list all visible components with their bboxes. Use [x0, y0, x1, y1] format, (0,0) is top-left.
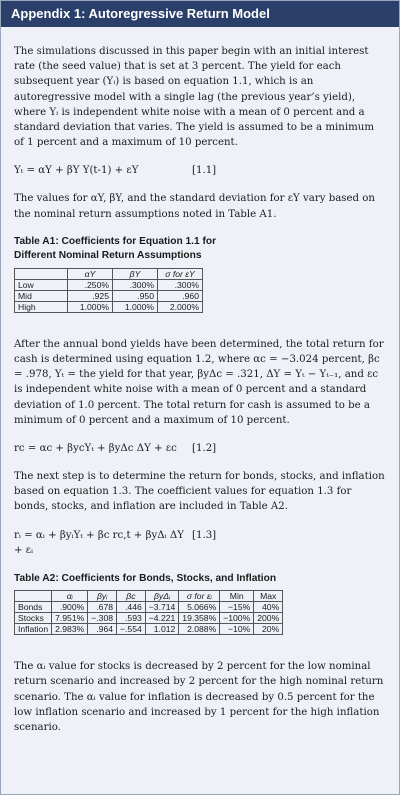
table-cell: .300%: [158, 279, 203, 290]
table-header-cell: Min: [220, 591, 254, 602]
table-row: [15, 613, 283, 624]
table-row: [15, 279, 203, 290]
table-cell: High: [15, 301, 68, 312]
table-cell: 19.358%: [179, 613, 220, 624]
paragraph-cash-return: After the annual bond yields have been determined, the total return for cash is determined using equation 1.2, where αc = −3.024 percent, βc = .978, Yₜ = the yield for that year, βyΔc = .321, ΔY = Yₜ − Yₜ₋₁, and εc is independent white noise with a mean of 0 percent and a standard deviation of 1.0 percent. The total return for cash is assumed to be a minimum of 0 percent and a maximum of 10 percent.: [14, 338, 384, 426]
table-a1: [14, 268, 203, 313]
equation-1-1-formula: Yₜ = αY + βY Y(t-1) + εY: [14, 165, 139, 177]
table-cell: Inflation: [15, 624, 52, 635]
table-cell: .960: [158, 290, 203, 301]
table-cell: 200%: [254, 613, 283, 624]
table-cell: 1.000%: [68, 301, 113, 312]
table-cell: Mid: [15, 290, 68, 301]
table-row: [15, 602, 283, 613]
table-header-cell: αY: [68, 268, 113, 279]
table-cell: −10%: [220, 624, 254, 635]
table-cell: Bonds: [15, 602, 52, 613]
table-cell: −100%: [220, 613, 254, 624]
table-a2: [14, 590, 283, 635]
table-header-cell: αᵢ: [52, 591, 88, 602]
table-cell: Low: [15, 279, 68, 290]
table-row: [15, 268, 203, 279]
table-cell: .446: [117, 602, 146, 613]
equation-1-1: [14, 163, 385, 178]
table-cell: 40%: [254, 602, 283, 613]
table-cell: .300%: [113, 279, 158, 290]
table-cell: [15, 591, 52, 602]
table-cell: −.554: [117, 624, 146, 635]
table-cell: −3.714: [145, 602, 179, 613]
table-cell: −.308: [88, 613, 117, 624]
table-header-cell: σ for εY: [158, 268, 203, 279]
paragraph-coefficients: The values for αY, βY, and the standard deviation for εY vary based on the nominal return assumptions noted in Table A1.: [14, 193, 375, 220]
table-row: [15, 591, 283, 602]
table-header-cell: σ for εᵢ: [179, 591, 220, 602]
equation-1-1-label: [1.1]: [192, 165, 217, 177]
table-cell: 1.000%: [113, 301, 158, 312]
equation-1-3-label: [1.3]: [192, 529, 217, 541]
table-cell: .950: [113, 290, 158, 301]
table-cell: [15, 268, 68, 279]
table-header-cell: Max: [254, 591, 283, 602]
table-cell: .964: [88, 624, 117, 635]
equation-1-2-label: [1.2]: [192, 443, 217, 455]
table-cell: −4.221: [145, 613, 179, 624]
table-row: [15, 290, 203, 301]
table-cell: 2.983%: [52, 624, 88, 635]
table-cell: 2.088%: [179, 624, 220, 635]
appendix-title: Appendix 1: Autoregressive Return Model: [11, 6, 270, 21]
table-header-cell: βY: [113, 268, 158, 279]
appendix-content: [1, 44, 399, 735]
equation-1-2-formula: rc = αc + βycYₜ + βyΔc ΔY + εc: [14, 443, 177, 455]
table-cell: Stocks: [15, 613, 52, 624]
paragraph-alpha-adjustments: The αᵢ value for stocks is decreased by 2 percent for the low nominal return scenario and increased by 2 percent for the high nominal return scenario. The αᵢ value for inflation is decreased by 0.5 percent for the low inflation scenario and increased by 1 percent for the high inflation scenario.: [14, 661, 384, 733]
table-a1-title: Table A1: Coefficients for Equation 1.1 for Different Nominal Return Assumptions: [14, 235, 217, 262]
table-row: [15, 301, 203, 312]
table-cell: −15%: [220, 602, 254, 613]
equation-1-2: [14, 441, 385, 456]
paragraph-next-step: The next step is to determine the return for bonds, stocks, and inflation based on equation 1.3. The coefficient values for equation 1.3 for bonds, stocks, and inflation are included in Table A2.: [14, 471, 385, 513]
equation-1-3-formula: rᵢ = αᵢ + βyᵢYₜ + βc rc,t + βyΔᵢ ΔY + εᵢ: [14, 529, 184, 556]
table-cell: 2.000%: [158, 301, 203, 312]
table-cell: .678: [88, 602, 117, 613]
table-cell: .250%: [68, 279, 113, 290]
table-header-cell: βyᵢ: [88, 591, 117, 602]
table-row: [15, 624, 283, 635]
table-cell: 20%: [254, 624, 283, 635]
table-header-cell: βyΔᵢ: [145, 591, 179, 602]
equation-1-3: [14, 528, 385, 558]
table-cell: .900%: [52, 602, 88, 613]
table-header-cell: βc: [117, 591, 146, 602]
table-cell: 5.066%: [179, 602, 220, 613]
table-cell: .925: [68, 290, 113, 301]
appendix-header: [1, 1, 399, 27]
table-cell: 1.012: [145, 624, 179, 635]
table-cell: 7.951%: [52, 613, 88, 624]
paragraph-seed-value: The simulations discussed in this paper begin with an initial interest rate (the seed value) that is set at 3 percent. The yield for each subsequent year (Yᵢ) is based on equation 1.1, which is an autoregressive model with a single lag (the previous year’s yield), where Yᵢ is independent white noise with a mean of 0 percent and a standard deviation that varies. The yield is assumed to be a minimum of 1 percent and a maximum of 10 percent.: [14, 46, 374, 149]
table-cell: .593: [117, 613, 146, 624]
table-a2-title: Table A2: Coefficients for Bonds, Stocks, and Inflation: [14, 572, 277, 584]
